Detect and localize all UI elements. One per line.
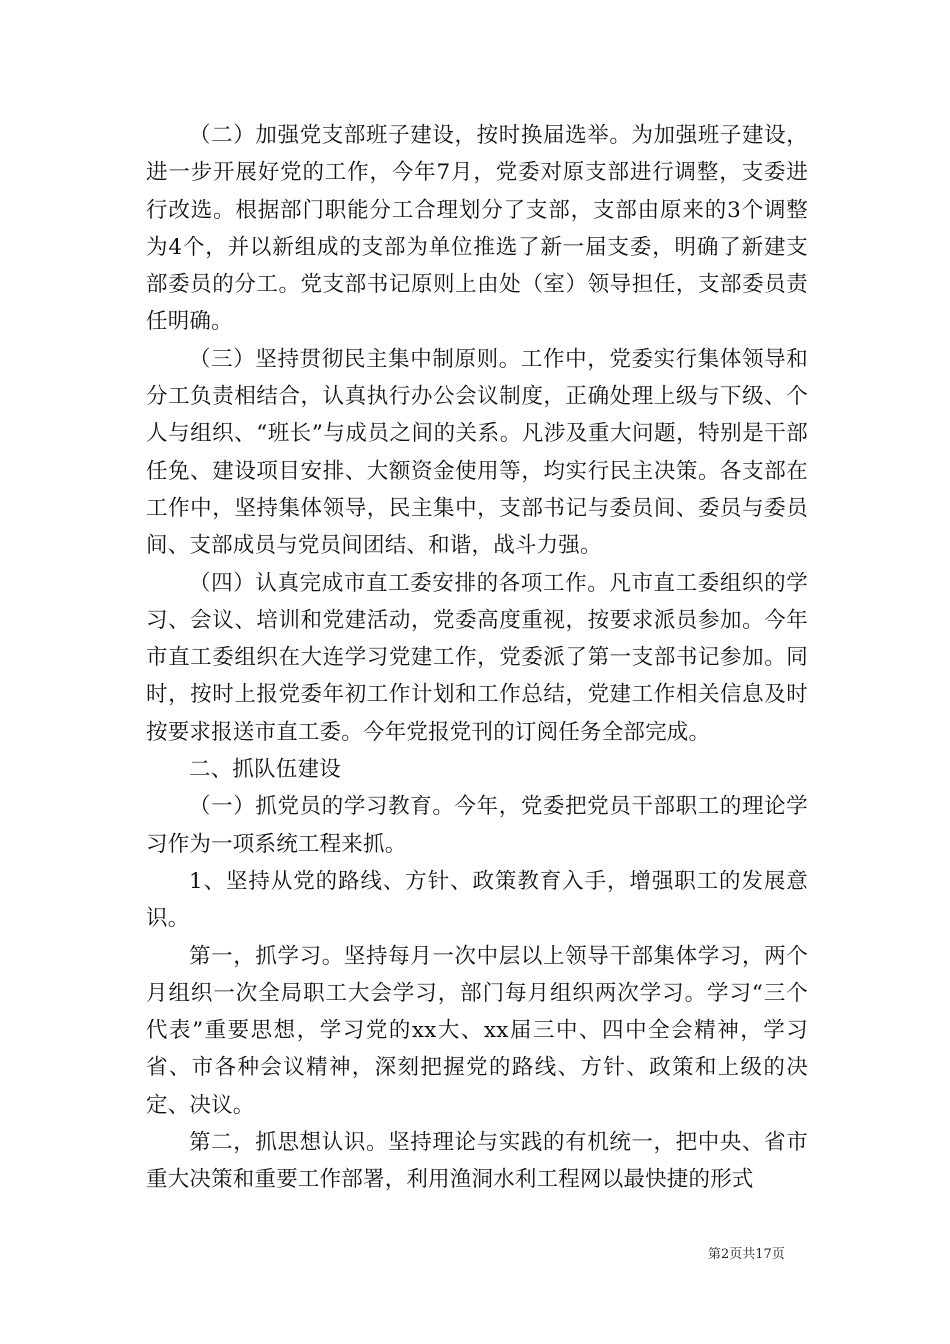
paragraph-study: 第一，抓学习。坚持每月一次中层以上领导干部集体学习，两个月组织一次全局职工大会学习，部门每月组织两次学习。学习“三个代表”重要思想，学习党的xx大、xx届三中、四中全会精神，学习省、市各种会议精神，深刻把握党的路线、方针、政策和上级的决定、决议。 (146, 943, 808, 1118)
paragraph-municipal-tasks: （四）认真完成市直工委安排的各项工作。凡市直工委组织的学习、会议、培训和党建活动，党委高度重视，按要求派员参加。今年市直工委组织在大连学习党建工作，党委派了第一支部书记参加。同时，按时上报党委年初工作计划和工作总结，党建工作相关信息及时按要求报送市直工委。今年党报党刊的订阅任务全部完成。 (146, 570, 808, 745)
paragraph-branch-committee: （二）加强党支部班子建设，按时换届选举。为加强班子建设，进一步开展好党的工作，今年7月，党委对原支部进行调整，支委进行改选。根据部门职能分工合理划分了支部，支部由原来的3个调整为4个，并以新组成的支部为单位推选了新一届支委，明确了新建支部委员的分工。党支部书记原则上由处（室）领导担任，支部委员责任明确。 (146, 123, 808, 335)
paragraph-democratic-centralism: （三）坚持贯彻民主集中制原则。工作中，党委实行集体领导和分工负责相结合，认真执行办公会议制度，正确处理上级与下级、个人与组织、“班长”与成员之间的关系。凡涉及重大问题，特别是干部任免、建设项目安排、大额资金使用等，均实行民主决策。各支部在工作中，坚持集体领导，民主集中，支部书记与委员间、委员与委员间、支部成员与党员间团结、和谐，战斗力强。 (146, 346, 808, 559)
document-body (146, 117, 808, 1199)
paragraph-ideological-understanding: 第二，抓思想认识。坚持理论与实践的有机统一，把中央、省市重大决策和重要工作部署，利用渔洞水利工程网以最快捷的形式 (146, 1130, 808, 1193)
section-heading-team-building: 二、抓队伍建设 (189, 757, 341, 783)
paragraph-policy-education: 1、坚持从党的路线、方针、政策教育入手，增强职工的发展意识。 (146, 868, 808, 932)
page-number-footer: 第2页共17页 (708, 1247, 785, 1262)
paragraph-party-member-education: （一）抓党员的学习教育。今年，党委把党员干部职工的理论学习作为一项系统工程来抓。 (146, 794, 808, 857)
